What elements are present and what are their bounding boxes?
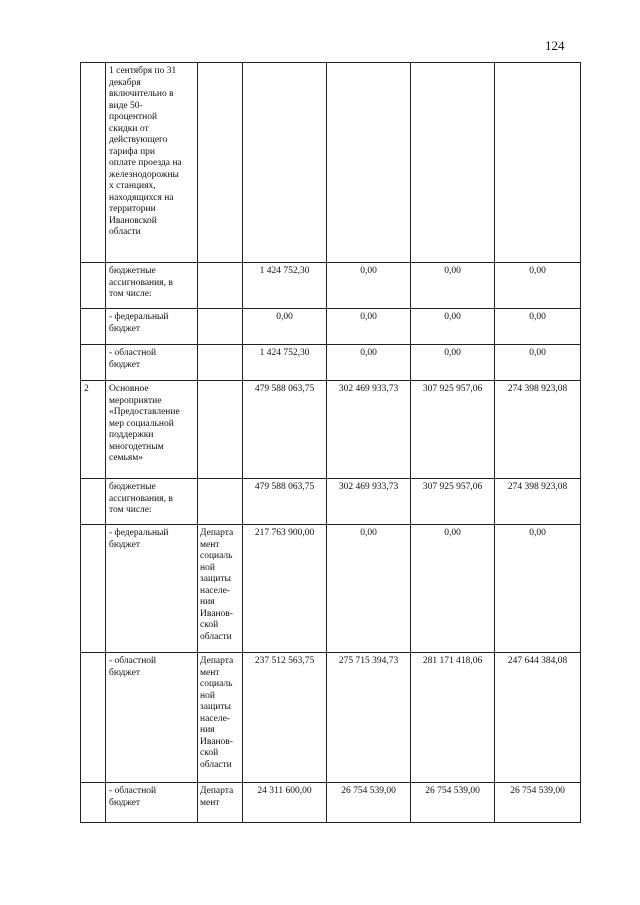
- table-row: [81, 345, 581, 381]
- responsible-cell: [198, 381, 243, 479]
- amount-cell: 217 763 900,00: [243, 525, 327, 653]
- table-row: [81, 309, 581, 345]
- amount-cell: 0,00: [243, 309, 327, 345]
- row-index-cell: [81, 525, 106, 653]
- amount-cell: 26 754 539,00: [327, 783, 411, 823]
- amount-cell: 237 512 563,75: [243, 653, 327, 783]
- amount-cell: 0,00: [495, 345, 581, 381]
- amount-cell: [411, 63, 495, 263]
- budget-table: [80, 62, 581, 823]
- page-number: 124: [545, 38, 565, 53]
- description-cell: Основное мероприятие «Предоставление мер социальной поддержки многодетным семьям»: [106, 381, 198, 479]
- description-cell: бюджетные ассигнования, в том числе:: [106, 479, 198, 525]
- amount-cell: 0,00: [411, 525, 495, 653]
- amount-cell: 0,00: [495, 309, 581, 345]
- row-index-cell: [81, 479, 106, 525]
- description-cell: бюджетные ассигнования, в том числе:: [106, 263, 198, 309]
- table-row: [81, 63, 581, 263]
- responsible-cell: Департа мент социаль ной защиты населе- ния Иванов- ской области: [198, 525, 243, 653]
- row-index-cell: [81, 309, 106, 345]
- table-row: [81, 783, 581, 823]
- responsible-cell: Департа мент: [198, 783, 243, 823]
- amount-cell: 0,00: [411, 263, 495, 309]
- amount-cell: 302 469 933,73: [327, 381, 411, 479]
- description-cell: - областной бюджет: [106, 783, 198, 823]
- responsible-cell: Департа мент социаль ной защиты населе- ния Иванов- ской области: [198, 653, 243, 783]
- amount-cell: 281 171 418,06: [411, 653, 495, 783]
- amount-cell: 247 644 384,08: [495, 653, 581, 783]
- responsible-cell: [198, 63, 243, 263]
- responsible-cell: [198, 345, 243, 381]
- row-index-cell: [81, 263, 106, 309]
- row-index-cell: [81, 63, 106, 263]
- description-cell: - областной бюджет: [106, 345, 198, 381]
- row-index-cell: [81, 783, 106, 823]
- amount-cell: 0,00: [411, 345, 495, 381]
- amount-cell: [243, 63, 327, 263]
- table-body: [81, 63, 581, 823]
- description-cell: 1 сентября по 31 декабря включительно в виде 50- процентной скидки от действующего тарифа при оплате проезда на железнодорожны х станциях, находящихся на территории Ивановской области: [106, 63, 198, 263]
- amount-cell: 0,00: [327, 525, 411, 653]
- responsible-cell: [198, 309, 243, 345]
- amount-cell: 0,00: [327, 309, 411, 345]
- amount-cell: 0,00: [411, 309, 495, 345]
- amount-cell: 307 925 957,06: [411, 479, 495, 525]
- amount-cell: 0,00: [495, 525, 581, 653]
- amount-cell: 274 398 923,08: [495, 479, 581, 525]
- amount-cell: 24 311 600,00: [243, 783, 327, 823]
- table-row: [81, 653, 581, 783]
- responsible-cell: [198, 479, 243, 525]
- amount-cell: 302 469 933,73: [327, 479, 411, 525]
- description-cell: - федеральный бюджет: [106, 309, 198, 345]
- amount-cell: 0,00: [327, 345, 411, 381]
- table-row: [81, 525, 581, 653]
- row-index-cell: [81, 653, 106, 783]
- amount-cell: 26 754 539,00: [411, 783, 495, 823]
- description-cell: - областной бюджет: [106, 653, 198, 783]
- amount-cell: 1 424 752,30: [243, 345, 327, 381]
- amount-cell: 0,00: [327, 263, 411, 309]
- amount-cell: 274 398 923,08: [495, 381, 581, 479]
- amount-cell: 26 754 539,00: [495, 783, 581, 823]
- amount-cell: 307 925 957,06: [411, 381, 495, 479]
- table-row: [81, 381, 581, 479]
- row-index-cell: 2: [81, 381, 106, 479]
- table-row: [81, 479, 581, 525]
- table-row: [81, 263, 581, 309]
- description-cell: - федеральный бюджет: [106, 525, 198, 653]
- amount-cell: 1 424 752,30: [243, 263, 327, 309]
- amount-cell: [495, 63, 581, 263]
- amount-cell: 479 588 063,75: [243, 479, 327, 525]
- row-index-cell: [81, 345, 106, 381]
- amount-cell: [327, 63, 411, 263]
- amount-cell: 0,00: [495, 263, 581, 309]
- amount-cell: 275 715 394,73: [327, 653, 411, 783]
- amount-cell: 479 588 063,75: [243, 381, 327, 479]
- responsible-cell: [198, 263, 243, 309]
